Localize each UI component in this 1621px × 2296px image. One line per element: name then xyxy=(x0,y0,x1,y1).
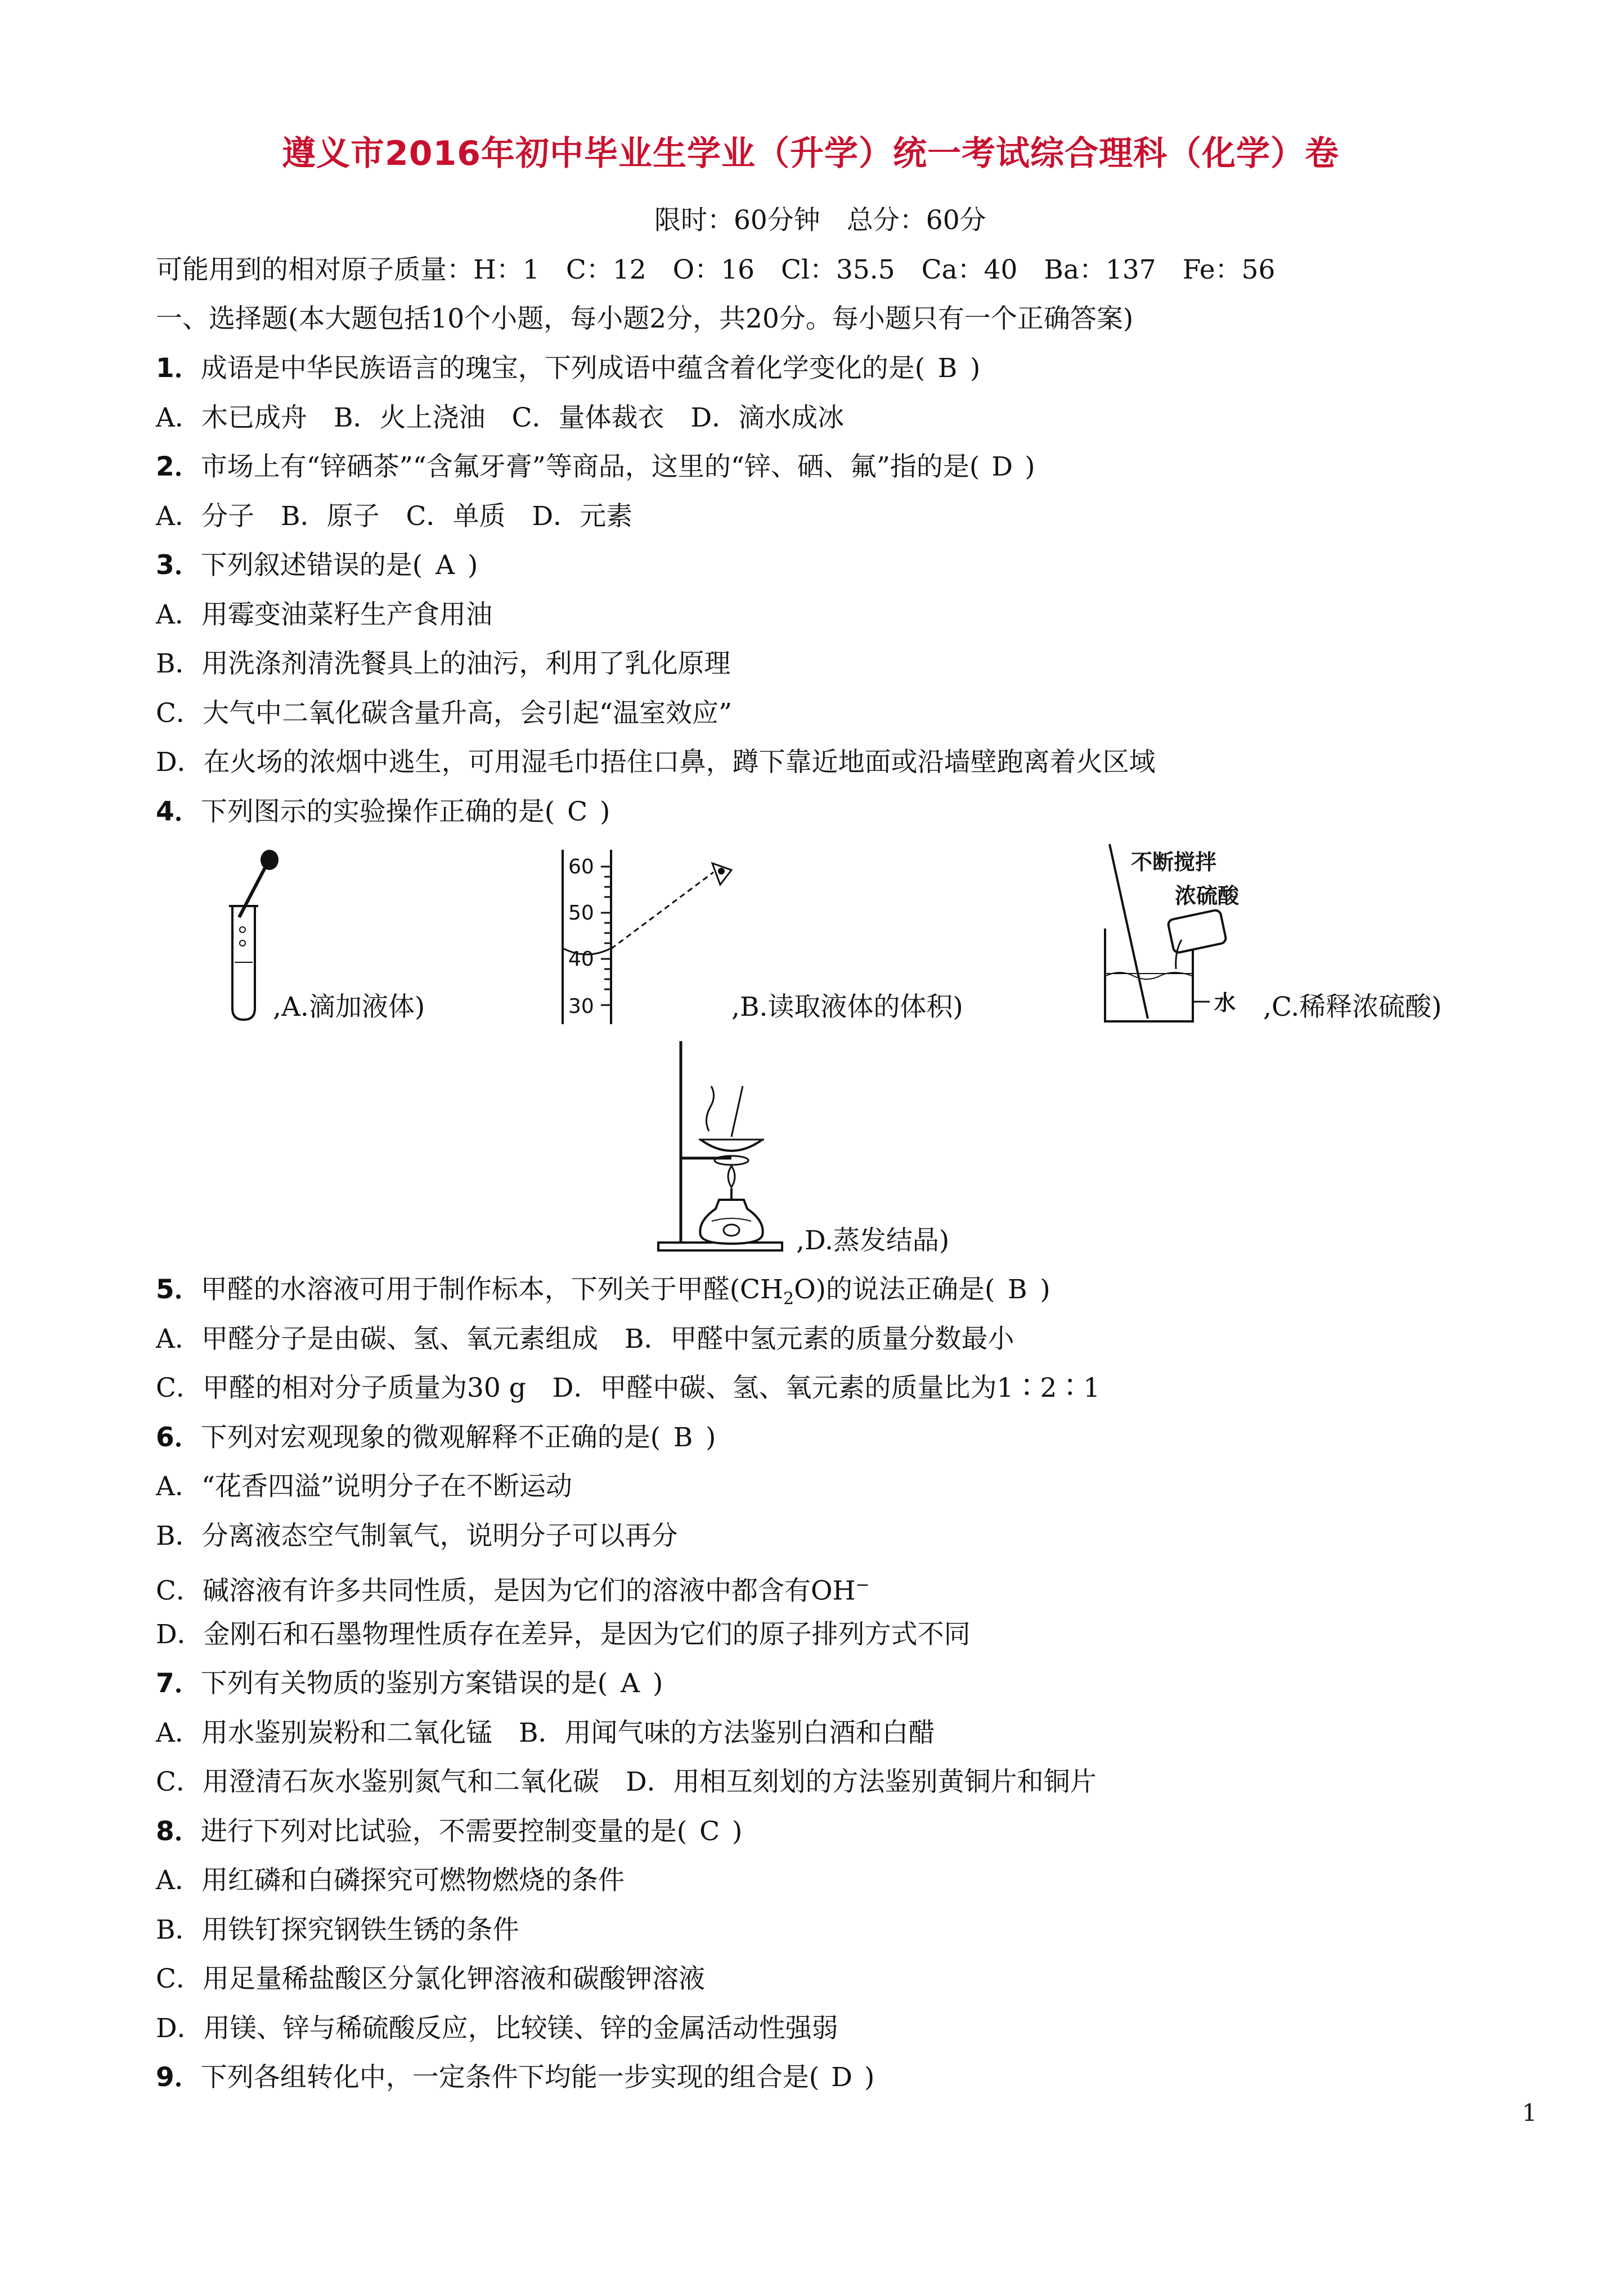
answer: B xyxy=(937,353,958,384)
question-number: 4． xyxy=(156,796,201,827)
question-6: 6．下列对宏观现象的微观解释不正确的是( B ) xyxy=(156,1421,716,1455)
page-title: 遵义市2016年初中毕业生学业（升学）统一考试综合理科（化学）卷 xyxy=(282,134,1339,173)
atomic-masses: 可能用到的相对原子质量：H：1 C：12 O：16 Cl：35.5 Ca：40 Ba：137 Fe：56 xyxy=(156,254,1276,285)
option-b: B．分离液态空气制氧气，说明分子可以再分 xyxy=(156,1521,678,1551)
time-score-limit: 限时：60分钟 总分：60分 xyxy=(654,205,986,236)
scale-label: 50 xyxy=(568,902,594,925)
answer: C xyxy=(567,796,588,827)
answer: A xyxy=(435,550,455,581)
question-stem: 下列对宏观现象的微观解释不正确的是( xyxy=(200,1422,661,1453)
question-number: 5． xyxy=(156,1274,201,1305)
question-2: 2．市场上有“锌硒茶”“含氟牙膏”等商品，这里的“锌、硒、氟”指的是( D ) xyxy=(156,450,1035,484)
figure-b-caption: ,B.读取液体的体积) xyxy=(731,992,963,1023)
answer: B xyxy=(1008,1274,1027,1305)
figure-b-cylinder xyxy=(557,850,743,1030)
answer: D xyxy=(831,2062,852,2093)
question-3: 3．下列叙述错误的是( A ) xyxy=(156,549,478,582)
question-1-options: A．木已成舟 B．火上浇油 C．量体裁衣 D．滴水成冰 xyxy=(156,402,845,433)
options-cd: C．甲醛的相对分子质量为30 g D．甲醛中碳、氢、氧元素的质量比为1∶2∶1 xyxy=(156,1373,1101,1403)
question-number: 7． xyxy=(156,1668,201,1699)
scale-label: 60 xyxy=(568,855,594,878)
question-8: 8．进行下列对比试验，不需要控制变量的是( C ) xyxy=(156,1815,742,1849)
question-stem: 成语是中华民族语言的瑰宝，下列成语中蕴含着化学变化的是( xyxy=(200,353,926,384)
page-number: 1 xyxy=(1522,2099,1537,2127)
question-number: 9． xyxy=(156,2062,201,2093)
answer: A xyxy=(621,1668,640,1699)
question-stem: 下列有关物质的鉴别方案错误的是( xyxy=(200,1668,608,1699)
option-d: D．在火场的浓烟中逃生，可用湿毛巾捂住口鼻，蹲下靠近地面或沿墙壁跑离着火区域 xyxy=(156,747,1156,778)
question-number: 1． xyxy=(156,353,201,384)
question-stem: 下列各组转化中，一定条件下均能一步实现的组合是( xyxy=(200,2062,820,2093)
subscript: 2 xyxy=(783,1289,794,1309)
option-d: D．用镁、锌与稀硫酸反应，比较镁、锌的金属活动性强弱 xyxy=(156,2013,838,2044)
superscript: − xyxy=(855,1575,870,1595)
option-c: C．碱溶液有许多共同性质，是因为它们的溶液中都含有OH− xyxy=(156,1575,870,1607)
options-ab: A．用水鉴别炭粉和二氧化锰 B．用闻气味的方法鉴别白酒和白醋 xyxy=(156,1717,935,1748)
question-stem: 下列图示的实验操作正确的是( xyxy=(200,796,555,827)
question-1: 1．成语是中华民族语言的瑰宝，下列成语中蕴含着化学变化的是( B ) xyxy=(156,352,980,385)
figure-c-caption: ,C.稀释浓硫酸) xyxy=(1263,992,1442,1023)
options-cd: C．用澄清石灰水鉴别氮气和二氧化碳 D．用相互刻划的方法鉴别黄铜片和铜片 xyxy=(156,1766,1097,1797)
option-b: B．用洗涤剂清洗餐具上的油污，利用了乳化原理 xyxy=(156,648,731,679)
option-d: D．金刚石和石墨物理性质存在差异，是因为它们的原子排列方式不同 xyxy=(156,1619,971,1650)
scale-label: 30 xyxy=(568,995,594,1018)
figure-d-evaporation xyxy=(647,1041,805,1261)
section-heading: 一、选择题(本大题包括10个小题，每小题2分，共20分。每小题只有一个正确答案) xyxy=(156,303,1134,334)
option-a: A．用霉变油菜籽生产食用油 xyxy=(156,599,492,630)
option-a: A．用红磷和白磷探究可燃物燃烧的条件 xyxy=(156,1865,625,1896)
scale-label: 40 xyxy=(568,948,594,971)
answer: D xyxy=(991,451,1013,482)
question-9: 9．下列各组转化中，一定条件下均能一步实现的组合是( D ) xyxy=(156,2061,874,2095)
question-4: 4．下列图示的实验操作正确的是( C ) xyxy=(156,795,610,829)
question-number: 2． xyxy=(156,451,201,482)
question-number: 8． xyxy=(156,1816,201,1847)
answer: C xyxy=(699,1816,720,1847)
option-c: C．大气中二氧化碳含量升高，会引起“温室效应” xyxy=(156,698,733,729)
label-concentrated-acid: 浓硫酸 xyxy=(1175,884,1240,908)
question-number: 6． xyxy=(156,1422,201,1453)
option-a: A．“花香四溢”说明分子在不断运动 xyxy=(156,1471,572,1502)
question-stem: 市场上有“锌硒茶”“含氟牙膏”等商品，这里的“锌、硒、氟”指的是( xyxy=(200,451,980,482)
question-7: 7．下列有关物质的鉴别方案错误的是( A ) xyxy=(156,1667,663,1701)
option-b: B．用铁钉探究钢铁生锈的条件 xyxy=(156,1914,519,1945)
question-2-options: A．分子 B．原子 C．单质 D．元素 xyxy=(156,501,633,532)
question-number: 3． xyxy=(156,550,201,581)
answer: B xyxy=(673,1422,693,1453)
figure-d-caption: ,D.蒸发结晶) xyxy=(796,1225,950,1256)
option-c: C．用足量稀盐酸区分氯化钾溶液和碳酸钾溶液 xyxy=(156,1963,705,1994)
question-5: 5．甲醛的水溶液可用于制作标本，下列关于甲醛$(CH_2O)$的说法正确是( B ) xyxy=(156,1274,1050,1309)
question-stem: 进行下列对比试验，不需要控制变量的是( xyxy=(200,1816,688,1847)
label-stir: 不断搅拌 xyxy=(1131,850,1217,875)
label-water: 水 xyxy=(1214,990,1236,1015)
question-stem: 下列叙述错误的是( xyxy=(200,550,423,581)
figure-a-caption: ,A.滴加液体) xyxy=(273,992,425,1023)
options-ab: A．甲醛分子是由碳、氢、氧元素组成 B．甲醛中氢元素的质量分数最小 xyxy=(156,1324,1014,1355)
question-stem: 甲醛的水溶液可用于制作标本，下列关于甲醛(CH xyxy=(200,1274,783,1305)
